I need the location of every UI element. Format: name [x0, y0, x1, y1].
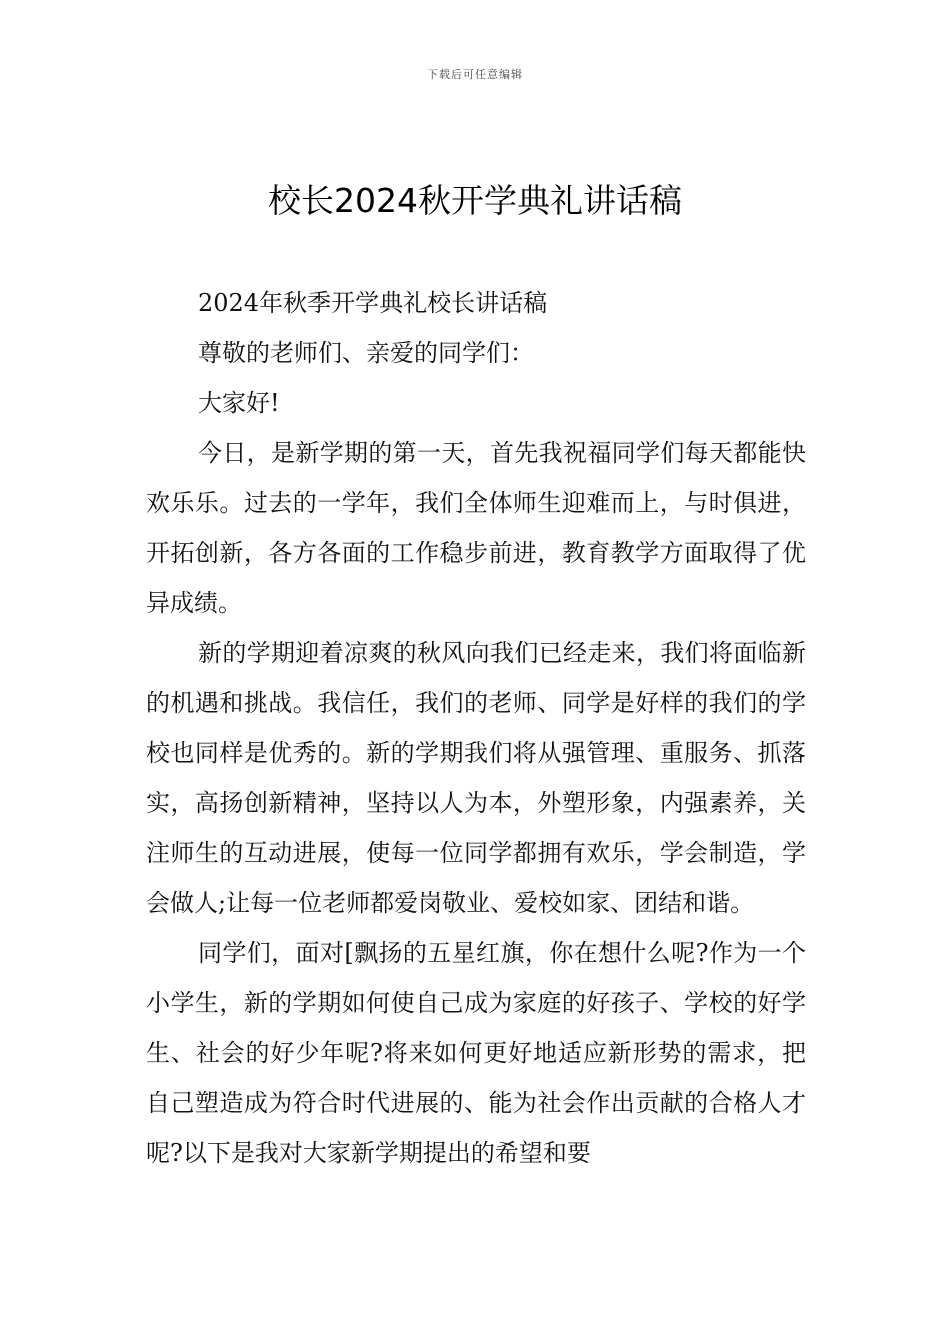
paragraph-body-1: 今日，是新学期的第一天，首先我祝福同学们每天都能快欢乐乐。过去的一学年，我们全体师生迎难而上，与时俱进，开拓创新，各方各面的工作稳步前进，教育教学方面取得了优异成绩。	[146, 439, 806, 617]
paragraph-body-3: 同学们，面对[飘扬的五星红旗，你在想什么呢?作为一个小学生，新的学期如何使自己成为家庭的好孩子、学校的好学生、社会的好少年呢?将来如何更好地适应新形势的需求，把自己塑造成为符合时代进展的、能为社会作出贡献的合格人才呢?以下是我对大家新学期提出的希望和要	[146, 939, 806, 1167]
document-body	[146, 278, 806, 1178]
document-title: 校长2024秋开学典礼讲话稿	[268, 181, 682, 220]
paragraph-body-2: 新的学期迎着凉爽的秋风向我们已经走来，我们将面临新的机遇和挑战。我信任，我们的老师、同学是好样的我们的学校也同样是优秀的。新的学期我们将从强管理、重服务、抓落实，高扬创新精神，坚持以人为本，外塑形象，内强素养，关注师生的互动进展，使每一位同学都拥有欢乐，学会制造，学会做人;让每一位老师都爱岗敬业、爱校如家、团结和谐。	[146, 639, 806, 917]
paragraph-greeting: 大家好!	[198, 389, 280, 417]
paragraph-subtitle: 2024年秋季开学典礼校长讲话稿	[198, 289, 548, 317]
paragraph-salutation: 尊敬的老师们、亲爱的同学们：	[198, 339, 534, 367]
page-header-note: 下载后可任意编辑	[427, 68, 523, 81]
